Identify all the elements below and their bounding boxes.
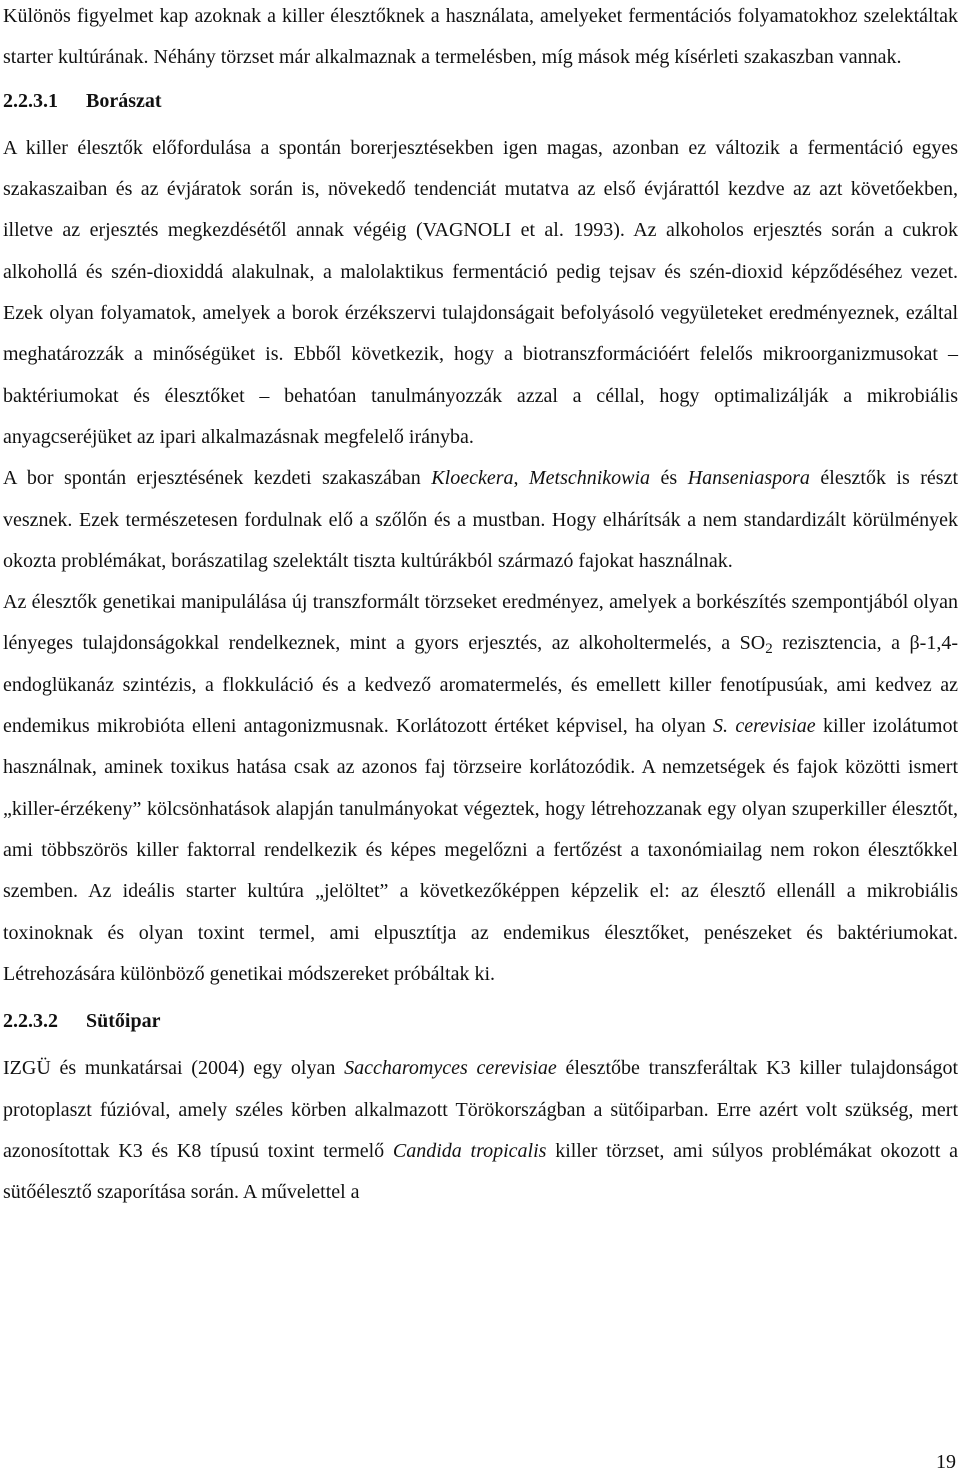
paragraph-genetikai-manipulalas: Az élesztők genetikai manipulálása új transzformált törzseket eredményez, amelyek a borkészítés szempontjából olyan lényeges tulajdonságokkal rendelkeznek, mint a gyors erjesztés, az alkoholtermelés, a $SO_2$ rezisztencia, a β-1,4-endoglükanáz szintézis, a flokkuláció és a kedvező aromatermelés, és emellett killer fenotípusúak, ami kedvez az endemikus mikrobióta elleni antagonizmusnak. Korlátozott értéket képvisel, ha olyan S. cerevisiae killer izolátumot használnak, aminek toxikus hatása csak az azonos faj törzseire korlátozódik. A nemzetségek és fajok közötti ismert „killer-érzékeny” kölcsönhatások alapján tanulmányokat végeztek, hogy létrehozzanak egy olyan szuperkiller élesztőt, ami többszörös killer faktorral rendelkezik és képes megelőzni a fertőzést a taxonómiailag nem rokon élesztőkkel szemben. Az ideális starter kultúra „jelöltet” a következőképpen képzelik el: az élesztő ellenáll a mikrobiális toxinoknak és olyan toxint termel, ami elpusztítja az endemikus élesztőket, penészeket és baktériumokat. Létrehozására különböző genetikai módszereket próbáltak ki. — [3, 591, 959, 985]
paragraph-killer-starter: Különös figyelmet kap azoknak a killer élesztőknek a használata, amelyeket fermentációs folyamatokhoz szelektáltak starter kultúrának. Néhány törzset már alkalmaznak a termelésben, míg mások még kísérleti szakaszban vannak. — [3, 5, 958, 69]
paragraph-sutoipar: IZGÜ és munkatársai (2004) egy olyan Saccharomyces cerevisiae élesztőbe transzferáltak K3 killer tulajdonságot protoplaszt fúzióval, amely széles körben alkalmazott Törökországban a sütőiparban. Erre azért volt szükség, mert azonosítottak K3 és K8 típusú toxint termelő Candida tropicalis killer törzset, ami súlyos problémákat okozott a sütőélesztő szaporítása során. A művelettel a — [3, 1057, 959, 1204]
species-s-cerevisiae: S. cerevisiae — [713, 715, 816, 738]
section-title: Borászat — [86, 89, 162, 112]
genus-hanseniaspora: Hanseniaspora — [687, 467, 810, 490]
section-title: Sütőipar — [86, 1010, 161, 1033]
page-number: 19 — [936, 1451, 956, 1473]
section-number: 2.2.3.1 — [3, 89, 58, 112]
species-candida-tropicalis: Candida tropicalis — [392, 1140, 547, 1163]
subscript-2: 2 — [765, 641, 773, 658]
section-heading-boraszat — [3, 81, 958, 122]
document-page — [3, 0, 958, 1214]
paragraph-boraszat-intro: A killer élesztők előfordulása a spontán borerjesztésekben igen magas, azonban ez változik a fermentáció egyes szakaszaiban és az évjáratok során is, növekedő tendenciát mutatva az első évjárattól kezdve az azt követőekben, illetve az erjesztés megkezdésétől annak végéig (VAGNOLI et al. 1993). Az alkoholos erjesztés során a cukrok alkohollá és szén-dioxiddá alakulnak, a malolaktikus fermentáció pedig tejsav és szén-dioxid képződéséhez vezet. Ezek olyan folyamatok, amelyek a borok érzékszervi tulajdonságait befolyásoló vegyületeket eredményeznek, ezáltal meghatározzák a minőségüket is. Ebből következik, hogy a biotranszformációért felelős mikroorganizmusokat – baktériumokat és élesztőket – behatóan tanulmányozzák azzal a céllal, hogy optimalizálják a mikrobiális anyagcseréjüket az ipari alkalmazásnak megfelelő irányba. — [3, 136, 958, 448]
genus-metschnikowia: Metschnikowia — [528, 467, 651, 490]
genus-kloeckera: Kloeckera — [431, 467, 514, 490]
section-number: 2.2.3.2 — [3, 1010, 58, 1033]
section-heading-sutoipar — [3, 1001, 958, 1042]
paragraph-spontan-erjesztes: A bor spontán erjesztésének kezdeti szakaszában Kloeckera, Metschnikowia és Hanseniaspora élesztők is részt vesznek. Ezek természetesen fordulnak elő a szőlőn és a mustban. Hogy elhárítsák a nem standardizált körülmények okozta problémákat, borászatilag szelektált tiszta kultúrákból származó fajokat használnak. — [3, 467, 959, 572]
species-saccharomyces-cerevisiae: Saccharomyces cerevisiae — [344, 1057, 557, 1080]
